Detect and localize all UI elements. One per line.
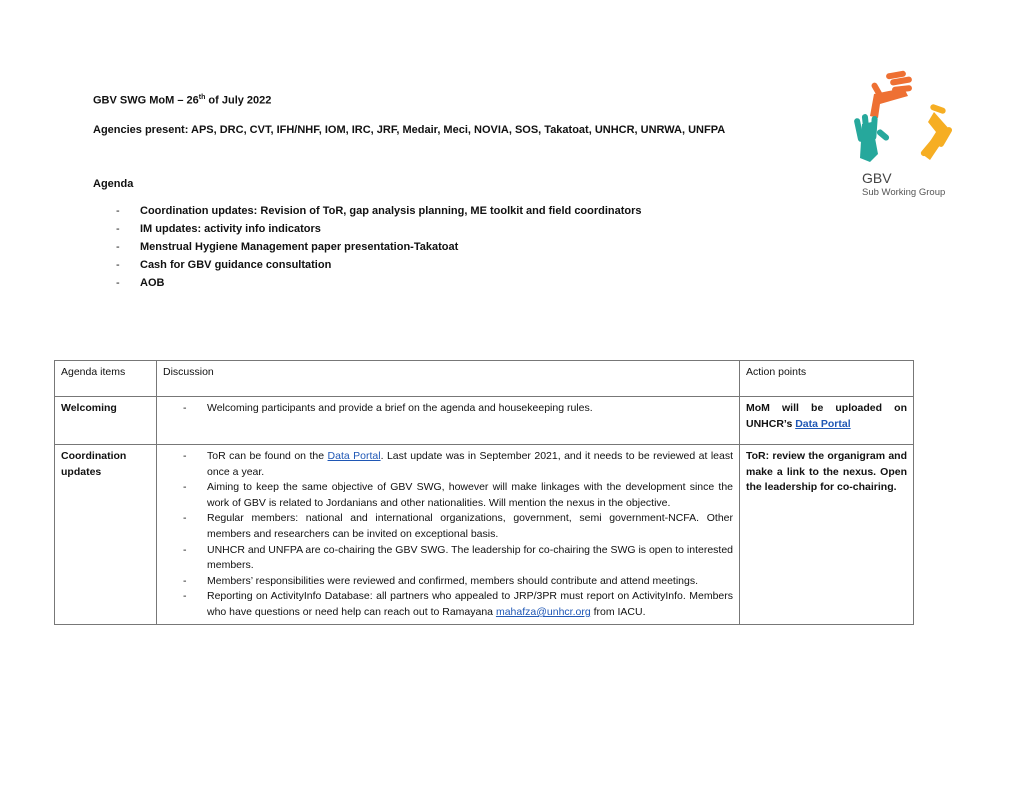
discussion-point: - Welcoming participants and provide a brief on the agenda and housekeeping rules. [163,401,733,417]
discussion-point: - Regular members: national and international organizations, government, semi government-NCFA. Other members and researchers can be invited on exceptional basis. [163,511,733,542]
discussion-cell [157,445,740,625]
logo-subtitle: Sub Working Group [862,187,946,198]
agenda-item-cell: Welcoming [55,397,157,445]
action-cell: MoM will be uploaded on UNHCR’s Data Portal [740,397,914,445]
discussion-point: - ToR can be found on the Data Portal. Last update was in September 2021, and it needs to be reviewed at least once a year. [163,449,733,480]
header-action-points: Action points [740,361,914,397]
agenda-item: - IM updates: activity info indicators [116,222,642,240]
table-row [55,397,914,445]
agenda-item: - Menstrual Hygiene Management paper presentation-Takatoat [116,240,642,258]
discussion-cell [157,397,740,445]
logo-title: GBV [862,170,892,186]
discussion-point: - Aiming to keep the same objective of GBV SWG, however will make linkages with the development since the work of GBV is related to Jordanians and other nationalities. Will mention the nexus in the objective. [163,480,733,511]
discussion-point: - Reporting on ActivityInfo Database: all partners who appealed to JRP/3PR must report on ActivityInfo. Members who have questions or need help can reach out to Ramayana mahafza@unhcr.org from IACU. [163,589,733,620]
document-title: GBV SWG MoM – 26th of July 2022 [93,94,272,107]
agenda-item-cell: Coordination updates [55,445,157,625]
agenda-list [116,204,642,294]
minutes-table [54,360,914,625]
email-link[interactable]: mahafza@unhcr.org [495,605,591,618]
agenda-item: - Coordination updates: Revision of ToR, gap analysis planning, ME toolkit and field coordinators [116,204,642,222]
header-discussion: Discussion [157,361,740,397]
discussion-point: - UNHCR and UNFPA are co-chairing the GBV SWG. The leadership for co-chairing the SWG is open to interested members. [163,543,733,574]
table-header-row [55,361,914,397]
agencies-present: Agencies present: APS, DRC, CVT, IFH/NHF, IOM, IRC, JRF, Medair, Meci, NOVIA, SOS, Takatoat, UNHCR, UNRWA, UNFPA [93,124,726,136]
data-portal-link[interactable]: Data Portal [795,417,851,430]
action-cell: ToR: review the organigram and make a link to the nexus. Open the leadership for co-chairing. [740,445,914,625]
data-portal-link[interactable]: Data Portal [327,450,381,462]
agenda-heading: Agenda [93,178,134,190]
agenda-item: - Cash for GBV guidance consultation [116,258,642,276]
discussion-point: - Members’ responsibilities were reviewed and confirmed, members should contribute and attend meetings. [163,574,733,590]
table-row [55,445,914,625]
agenda-item: - AOB [116,276,642,294]
header-agenda-items: Agenda items [55,361,157,397]
